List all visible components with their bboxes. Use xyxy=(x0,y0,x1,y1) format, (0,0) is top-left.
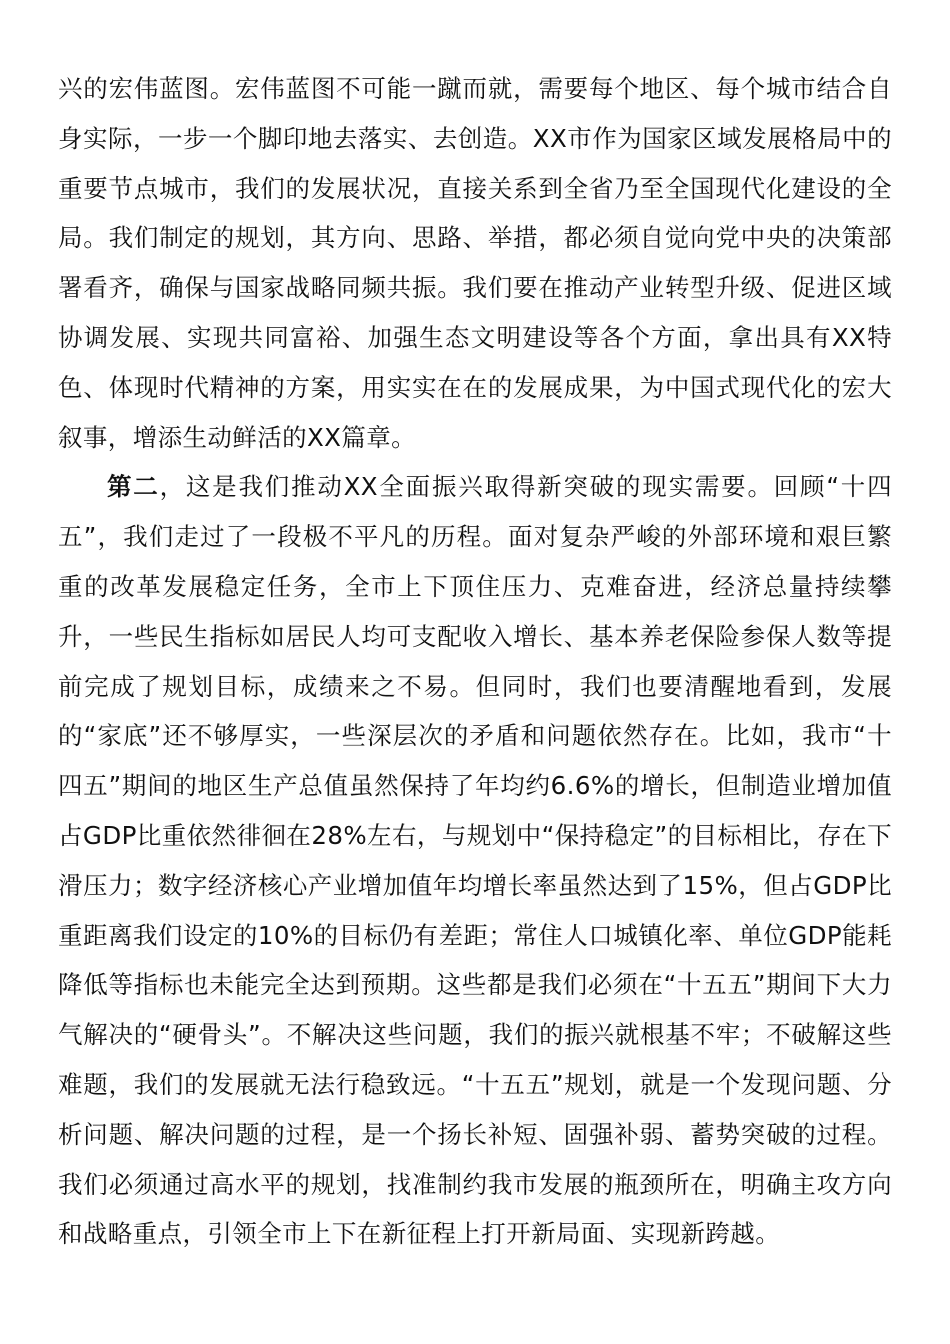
paragraph-text: ，这是我们推动XX全面振兴取得新突破的现实需要。回顾“十四五”，我们走过了一段极不平凡的历程。面对复杂严峻的外部环境和艰巨繁重的改革发展稳定任务，全市上下顶住压力、克难奋进，经济总量持续攀升，一些民生指标如居民人均可支配收入增长、基本养老保险参保人数等提前完成了规划目标，成绩来之不易。但同时，我们也要清醒地看到，发展的“家底”还不够厚实，一些深层次的矛盾和问题依然存在。比如，我市“十四五”期间的地区生产总值虽然保持了年均约6.6%的增长，但制造业增加值占GDP比重依然徘徊在28%左右，与规划中“保持稳定”的目标相比，存在下滑压力；数字经济核心产业增加值年均增长率虽然达到了15%，但占GDP比重距离我们设定的10%的目标仍有差距；常住人口城镇化率、单位GDP能耗降低等指标也未能完全达到预期。这些都是我们必须在“十五五”期间下大力气解决的“硬骨头”。不解决这些问题，我们的振兴就根基不牢；不破解这些难题，我们的发展就无法行稳致远。“十五五”规划，就是一个发现问题、分析问题、解决问题的过程，是一个扬长补短、固强补弱、蓄势突破的过程。我们必须通过高水平的规划，找准制约我市发展的瓶颈所在，明确主攻方向和战略重点，引领全市上下在新征程上打开新局面、实现新跨越。 xyxy=(58,472,892,1249)
paragraph-lead-heading: 第二 xyxy=(107,472,160,502)
paragraph-continuation xyxy=(58,64,892,462)
document-page xyxy=(58,64,892,1259)
paragraph-text: 兴的宏伟蓝图。宏伟蓝图不可能一蹴而就，需要每个地区、每个城市结合自身实际，一步一个脚印地去落实、去创造。XX市作为国家区域发展格局中的重要节点城市，我们的发展状况，直接关系到全省乃至全国现代化建设的全局。我们制定的规划，其方向、思路、举措，都必须自觉向党中央的决策部署看齐，确保与国家战略同频共振。我们要在推动产业转型升级、促进区域协调发展、实现共同富裕、加强生态文明建设等各个方面，拿出具有XX特色、体现时代精神的方案，用实实在在的发展成果，为中国式现代化的宏大叙事，增添生动鲜活的XX篇章。 xyxy=(58,74,892,452)
paragraph-second-point xyxy=(58,462,892,1259)
